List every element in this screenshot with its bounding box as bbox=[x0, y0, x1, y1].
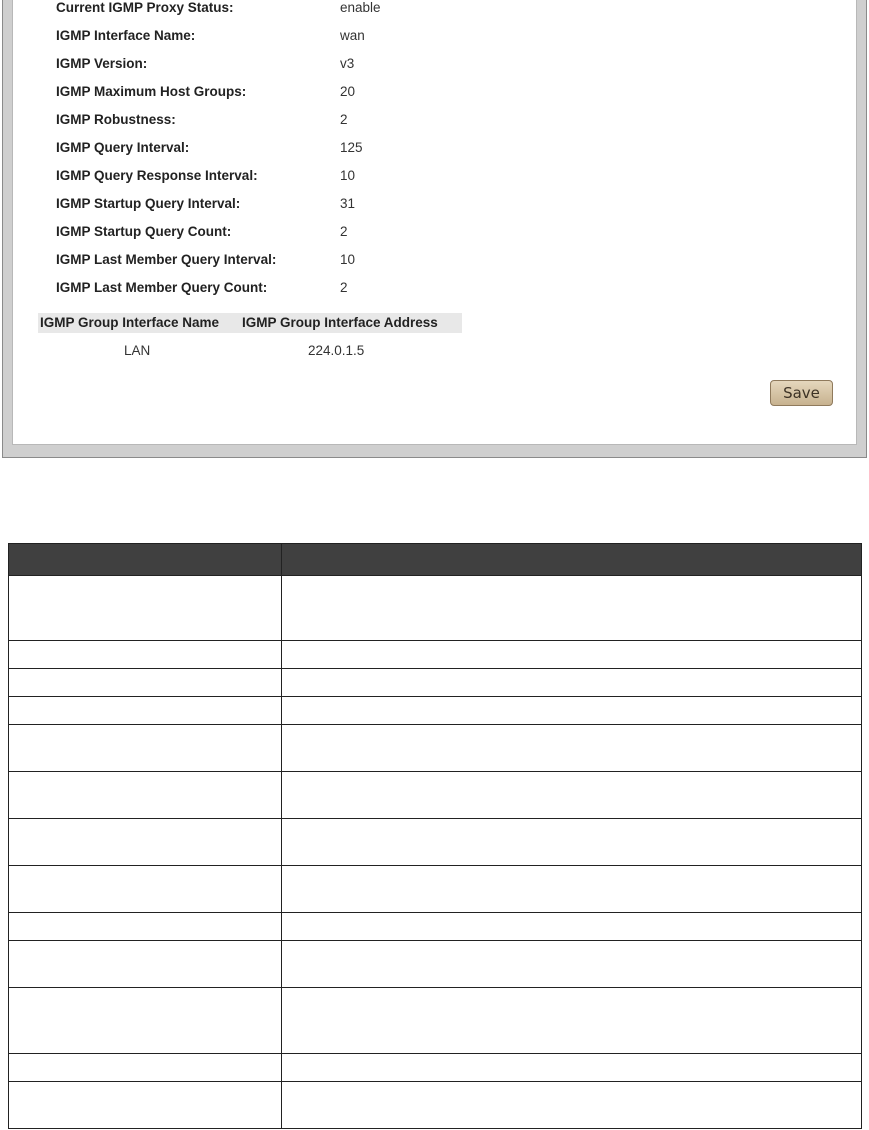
group-header-address: IGMP Group Interface Address bbox=[242, 315, 438, 330]
doc-table-cell bbox=[282, 697, 862, 725]
status-value: 10 bbox=[340, 168, 356, 183]
status-label: IGMP Maximum Host Groups: bbox=[56, 84, 247, 99]
doc-table-cell bbox=[9, 669, 282, 697]
doc-table-cell bbox=[9, 941, 282, 988]
status-value: wan bbox=[340, 28, 365, 43]
status-label: IGMP Version: bbox=[56, 56, 148, 71]
doc-table-cell bbox=[9, 1054, 282, 1082]
status-label: IGMP Startup Query Interval: bbox=[56, 196, 241, 211]
doc-table-cell bbox=[9, 819, 282, 866]
doc-table-cell bbox=[9, 866, 282, 913]
doc-table-cell bbox=[282, 988, 862, 1054]
doc-table-header-cell bbox=[9, 544, 282, 576]
doc-table-cell bbox=[282, 576, 862, 641]
doc-table-cell bbox=[282, 941, 862, 988]
status-value: 20 bbox=[340, 84, 356, 99]
doc-table-cell bbox=[9, 697, 282, 725]
doc-table-cell bbox=[9, 641, 282, 669]
doc-table-cell bbox=[282, 1054, 862, 1082]
doc-table-cell bbox=[9, 988, 282, 1054]
doc-table-header-cell bbox=[282, 544, 862, 576]
doc-table-cell bbox=[9, 725, 282, 772]
doc-table-header-row bbox=[9, 544, 862, 576]
status-value: v3 bbox=[340, 56, 355, 71]
save-button[interactable]: Save bbox=[770, 380, 833, 406]
doc-table-row bbox=[9, 988, 862, 1054]
status-label: IGMP Query Interval: bbox=[56, 140, 190, 155]
group-row-name: LAN bbox=[124, 343, 151, 358]
status-value: 10 bbox=[340, 252, 356, 267]
status-label: IGMP Startup Query Count: bbox=[56, 224, 232, 239]
doc-table-cell bbox=[9, 576, 282, 641]
doc-table-cell bbox=[282, 1082, 862, 1129]
doc-table-cell bbox=[282, 725, 862, 772]
doc-table-row bbox=[9, 1054, 862, 1082]
doc-table-row bbox=[9, 941, 862, 988]
doc-table-row bbox=[9, 641, 862, 669]
doc-table bbox=[8, 543, 862, 1129]
doc-table-row bbox=[9, 669, 862, 697]
doc-table-row bbox=[9, 576, 862, 641]
status-value: 2 bbox=[340, 224, 348, 239]
status-value: 125 bbox=[340, 140, 363, 155]
doc-table-cell bbox=[282, 913, 862, 941]
status-label: IGMP Interface Name: bbox=[56, 28, 196, 43]
status-label: IGMP Last Member Query Interval: bbox=[56, 252, 277, 267]
doc-table-row bbox=[9, 725, 862, 772]
doc-table-row bbox=[9, 697, 862, 725]
doc-table-cell bbox=[282, 641, 862, 669]
doc-table-cell bbox=[9, 1082, 282, 1129]
group-header-name: IGMP Group Interface Name bbox=[40, 315, 220, 330]
doc-table-cell bbox=[9, 772, 282, 819]
status-value: enable bbox=[340, 0, 381, 15]
doc-table-row bbox=[9, 1082, 862, 1129]
status-value: 31 bbox=[340, 196, 356, 211]
doc-table-row bbox=[9, 772, 862, 819]
doc-table-row bbox=[9, 913, 862, 941]
status-value: 2 bbox=[340, 112, 348, 127]
status-label: Current IGMP Proxy Status: bbox=[56, 0, 234, 15]
igmp-status-panel bbox=[2, 0, 867, 458]
doc-table-cell bbox=[282, 866, 862, 913]
doc-table-cell bbox=[282, 772, 862, 819]
status-label: IGMP Robustness: bbox=[56, 112, 176, 127]
group-row-address: 224.0.1.5 bbox=[308, 343, 365, 358]
doc-table-row bbox=[9, 819, 862, 866]
panel-frame bbox=[3, 0, 866, 457]
status-label: IGMP Last Member Query Count: bbox=[56, 280, 268, 295]
status-value: 2 bbox=[340, 280, 348, 295]
group-table-header bbox=[38, 313, 462, 333]
doc-table-cell bbox=[282, 819, 862, 866]
panel-content bbox=[12, 0, 857, 445]
doc-table-cell bbox=[9, 913, 282, 941]
doc-table-row bbox=[9, 866, 862, 913]
status-label: IGMP Query Response Interval: bbox=[56, 168, 258, 183]
doc-table-cell bbox=[282, 669, 862, 697]
